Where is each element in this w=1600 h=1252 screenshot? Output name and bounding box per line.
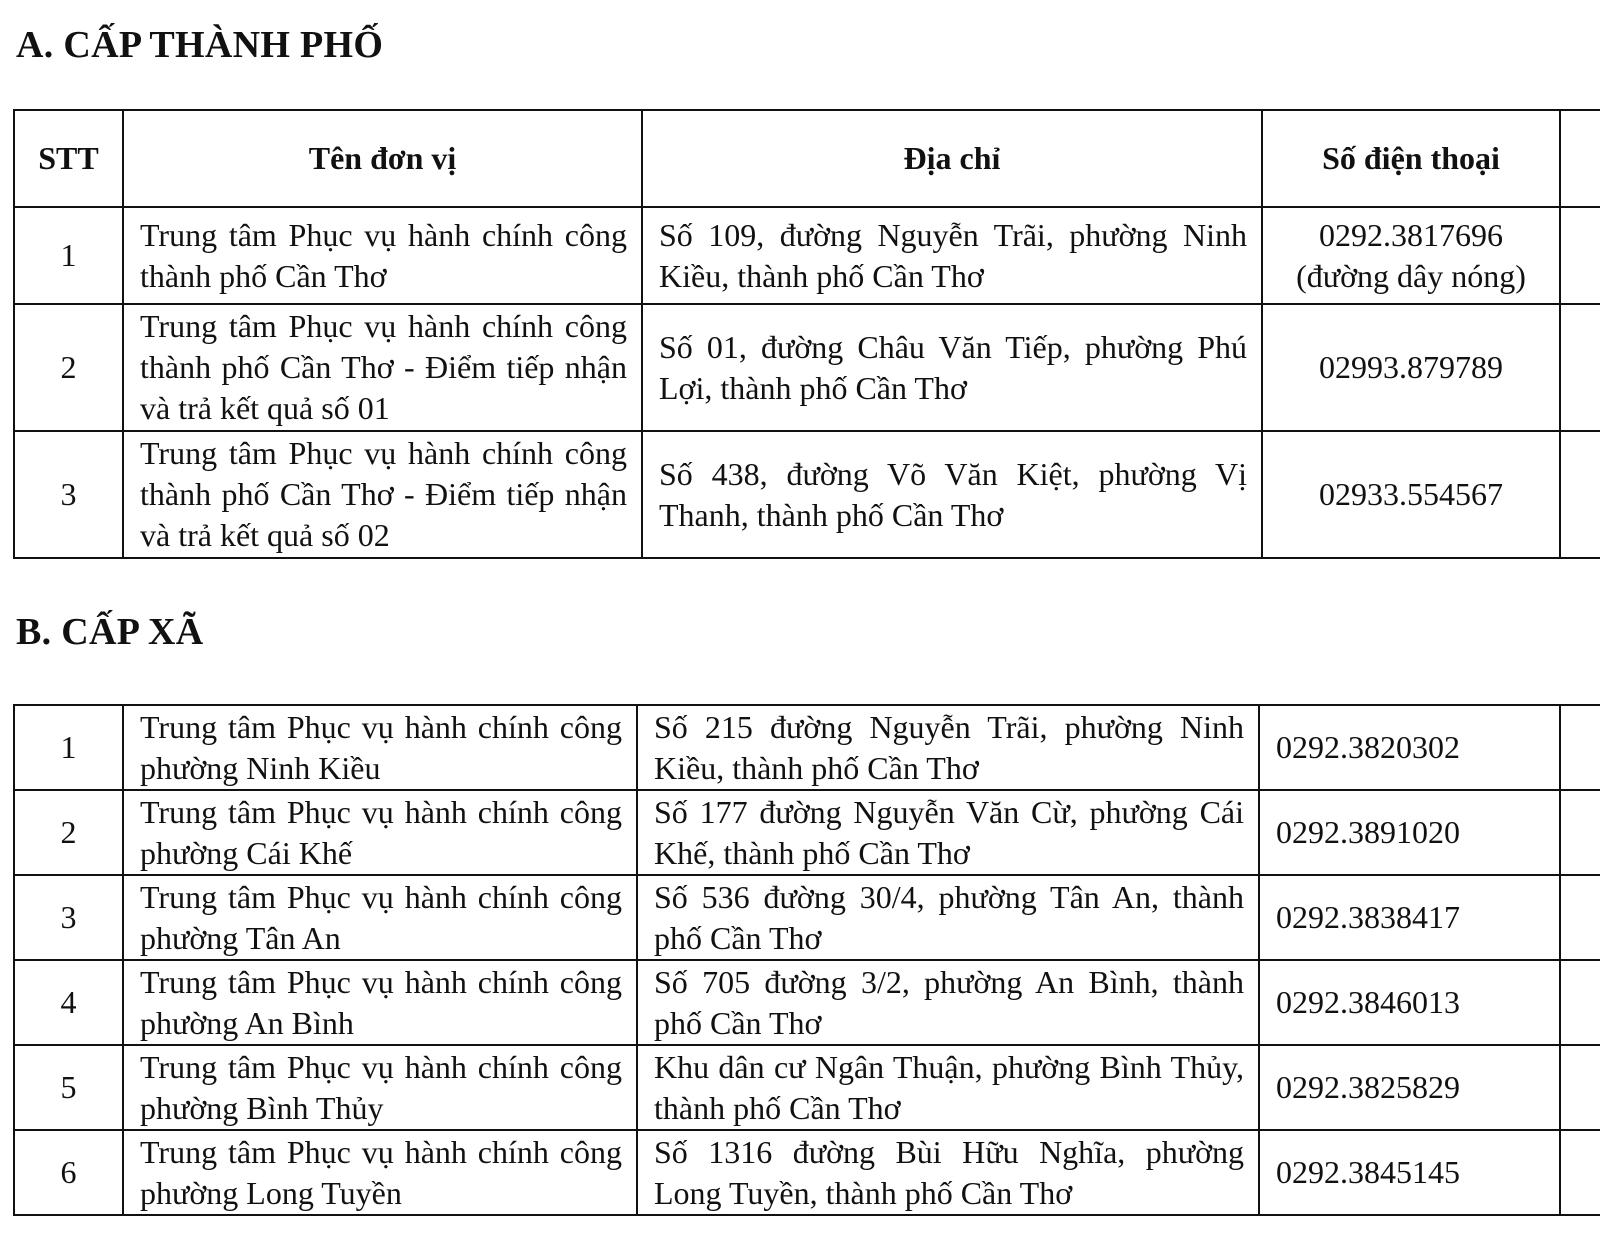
- unit-address: Số 705 đường 3/2, phường An Bình, thành phố Cần Thơ: [637, 960, 1259, 1045]
- row-number: 3: [14, 431, 123, 558]
- unit-address: Số 438, đường Võ Văn Kiệt, phường Vị Thanh, thành phố Cần Thơ: [642, 431, 1262, 558]
- row-number: 6: [14, 1130, 123, 1215]
- row-number: 5: [14, 1045, 123, 1130]
- section-a-heading: A. CẤP THÀNH PHỐ: [16, 24, 384, 66]
- unit-phone: 0292.3891020: [1259, 790, 1560, 875]
- column-header-extra: [1560, 110, 1600, 207]
- extra-cell: [1560, 790, 1600, 875]
- table-row: [14, 207, 1600, 304]
- unit-phone: 0292.3825829: [1259, 1045, 1560, 1130]
- unit-address: Số 215 đường Nguyễn Trãi, phường Ninh Kiều, thành phố Cần Thơ: [637, 705, 1259, 790]
- unit-address: Số 109, đường Nguyễn Trãi, phường Ninh Kiều, thành phố Cần Thơ: [642, 207, 1262, 304]
- extra-cell: [1560, 1130, 1600, 1215]
- row-number: 1: [14, 207, 123, 304]
- section-b-heading: B. CẤP XÃ: [16, 611, 204, 653]
- row-number: 4: [14, 960, 123, 1045]
- unit-phone-cell: [1262, 207, 1560, 304]
- table-row: [14, 960, 1600, 1045]
- unit-phone: 02933.554567: [1262, 431, 1560, 558]
- unit-phone: 0292.3845145: [1259, 1130, 1560, 1215]
- extra-cell: [1560, 705, 1600, 790]
- table-header-row: [14, 110, 1600, 207]
- unit-name: Trung tâm Phục vụ hành chính công thành phố Cần Thơ - Điểm tiếp nhận và trả kết quả số 02: [123, 431, 642, 558]
- unit-phone: 0292.3817696: [1319, 216, 1503, 253]
- unit-name: Trung tâm Phục vụ hành chính công phường Cái Khế: [123, 790, 637, 875]
- hotline-note: (đường dây nóng): [1296, 257, 1526, 294]
- unit-name: Trung tâm Phục vụ hành chính công phường An Bình: [123, 960, 637, 1045]
- column-header-phone: Số điện thoại: [1262, 110, 1560, 207]
- row-number: 2: [14, 790, 123, 875]
- unit-name: Trung tâm Phục vụ hành chính công phường Bình Thủy: [123, 1045, 637, 1130]
- unit-phone: 02993.879789: [1262, 304, 1560, 431]
- unit-address: Số 177 đường Nguyễn Văn Cừ, phường Cái Khế, thành phố Cần Thơ: [637, 790, 1259, 875]
- extra-cell: [1560, 960, 1600, 1045]
- unit-name: Trung tâm Phục vụ hành chính công phường Ninh Kiều: [123, 705, 637, 790]
- table-row: [14, 431, 1600, 558]
- table-row: [14, 1130, 1600, 1215]
- unit-phone: 0292.3838417: [1259, 875, 1560, 960]
- unit-address: Số 1316 đường Bùi Hữu Nghĩa, phường Long Tuyền, thành phố Cần Thơ: [637, 1130, 1259, 1215]
- column-header-address: Địa chỉ: [642, 110, 1262, 207]
- row-number: 2: [14, 304, 123, 431]
- extra-cell: [1560, 1045, 1600, 1130]
- unit-address: Khu dân cư Ngân Thuận, phường Bình Thủy, thành phố Cần Thơ: [637, 1045, 1259, 1130]
- unit-name: Trung tâm Phục vụ hành chính công phường Long Tuyền: [123, 1130, 637, 1215]
- unit-address: Số 01, đường Châu Văn Tiếp, phường Phú Lợi, thành phố Cần Thơ: [642, 304, 1262, 431]
- extra-cell: [1560, 207, 1600, 304]
- unit-phone: 0292.3820302: [1259, 705, 1560, 790]
- table-row: [14, 304, 1600, 431]
- ward-level-table: [13, 704, 1600, 1216]
- extra-cell: [1560, 875, 1600, 960]
- unit-name: Trung tâm Phục vụ hành chính công thành phố Cần Thơ - Điểm tiếp nhận và trả kết quả số 01: [123, 304, 642, 431]
- table-row: [14, 1045, 1600, 1130]
- extra-cell: [1560, 431, 1600, 558]
- table-row: [14, 705, 1600, 790]
- row-number: 1: [14, 705, 123, 790]
- unit-phone: 0292.3846013: [1259, 960, 1560, 1045]
- row-number: 3: [14, 875, 123, 960]
- column-header-name: Tên đơn vị: [123, 110, 642, 207]
- column-header-stt: STT: [14, 110, 123, 207]
- city-level-table: [13, 109, 1600, 559]
- extra-cell: [1560, 304, 1600, 431]
- unit-address: Số 536 đường 30/4, phường Tân An, thành phố Cần Thơ: [637, 875, 1259, 960]
- unit-name: Trung tâm Phục vụ hành chính công thành phố Cần Thơ: [123, 207, 642, 304]
- table-row: [14, 875, 1600, 960]
- unit-name: Trung tâm Phục vụ hành chính công phường Tân An: [123, 875, 637, 960]
- table-row: [14, 790, 1600, 875]
